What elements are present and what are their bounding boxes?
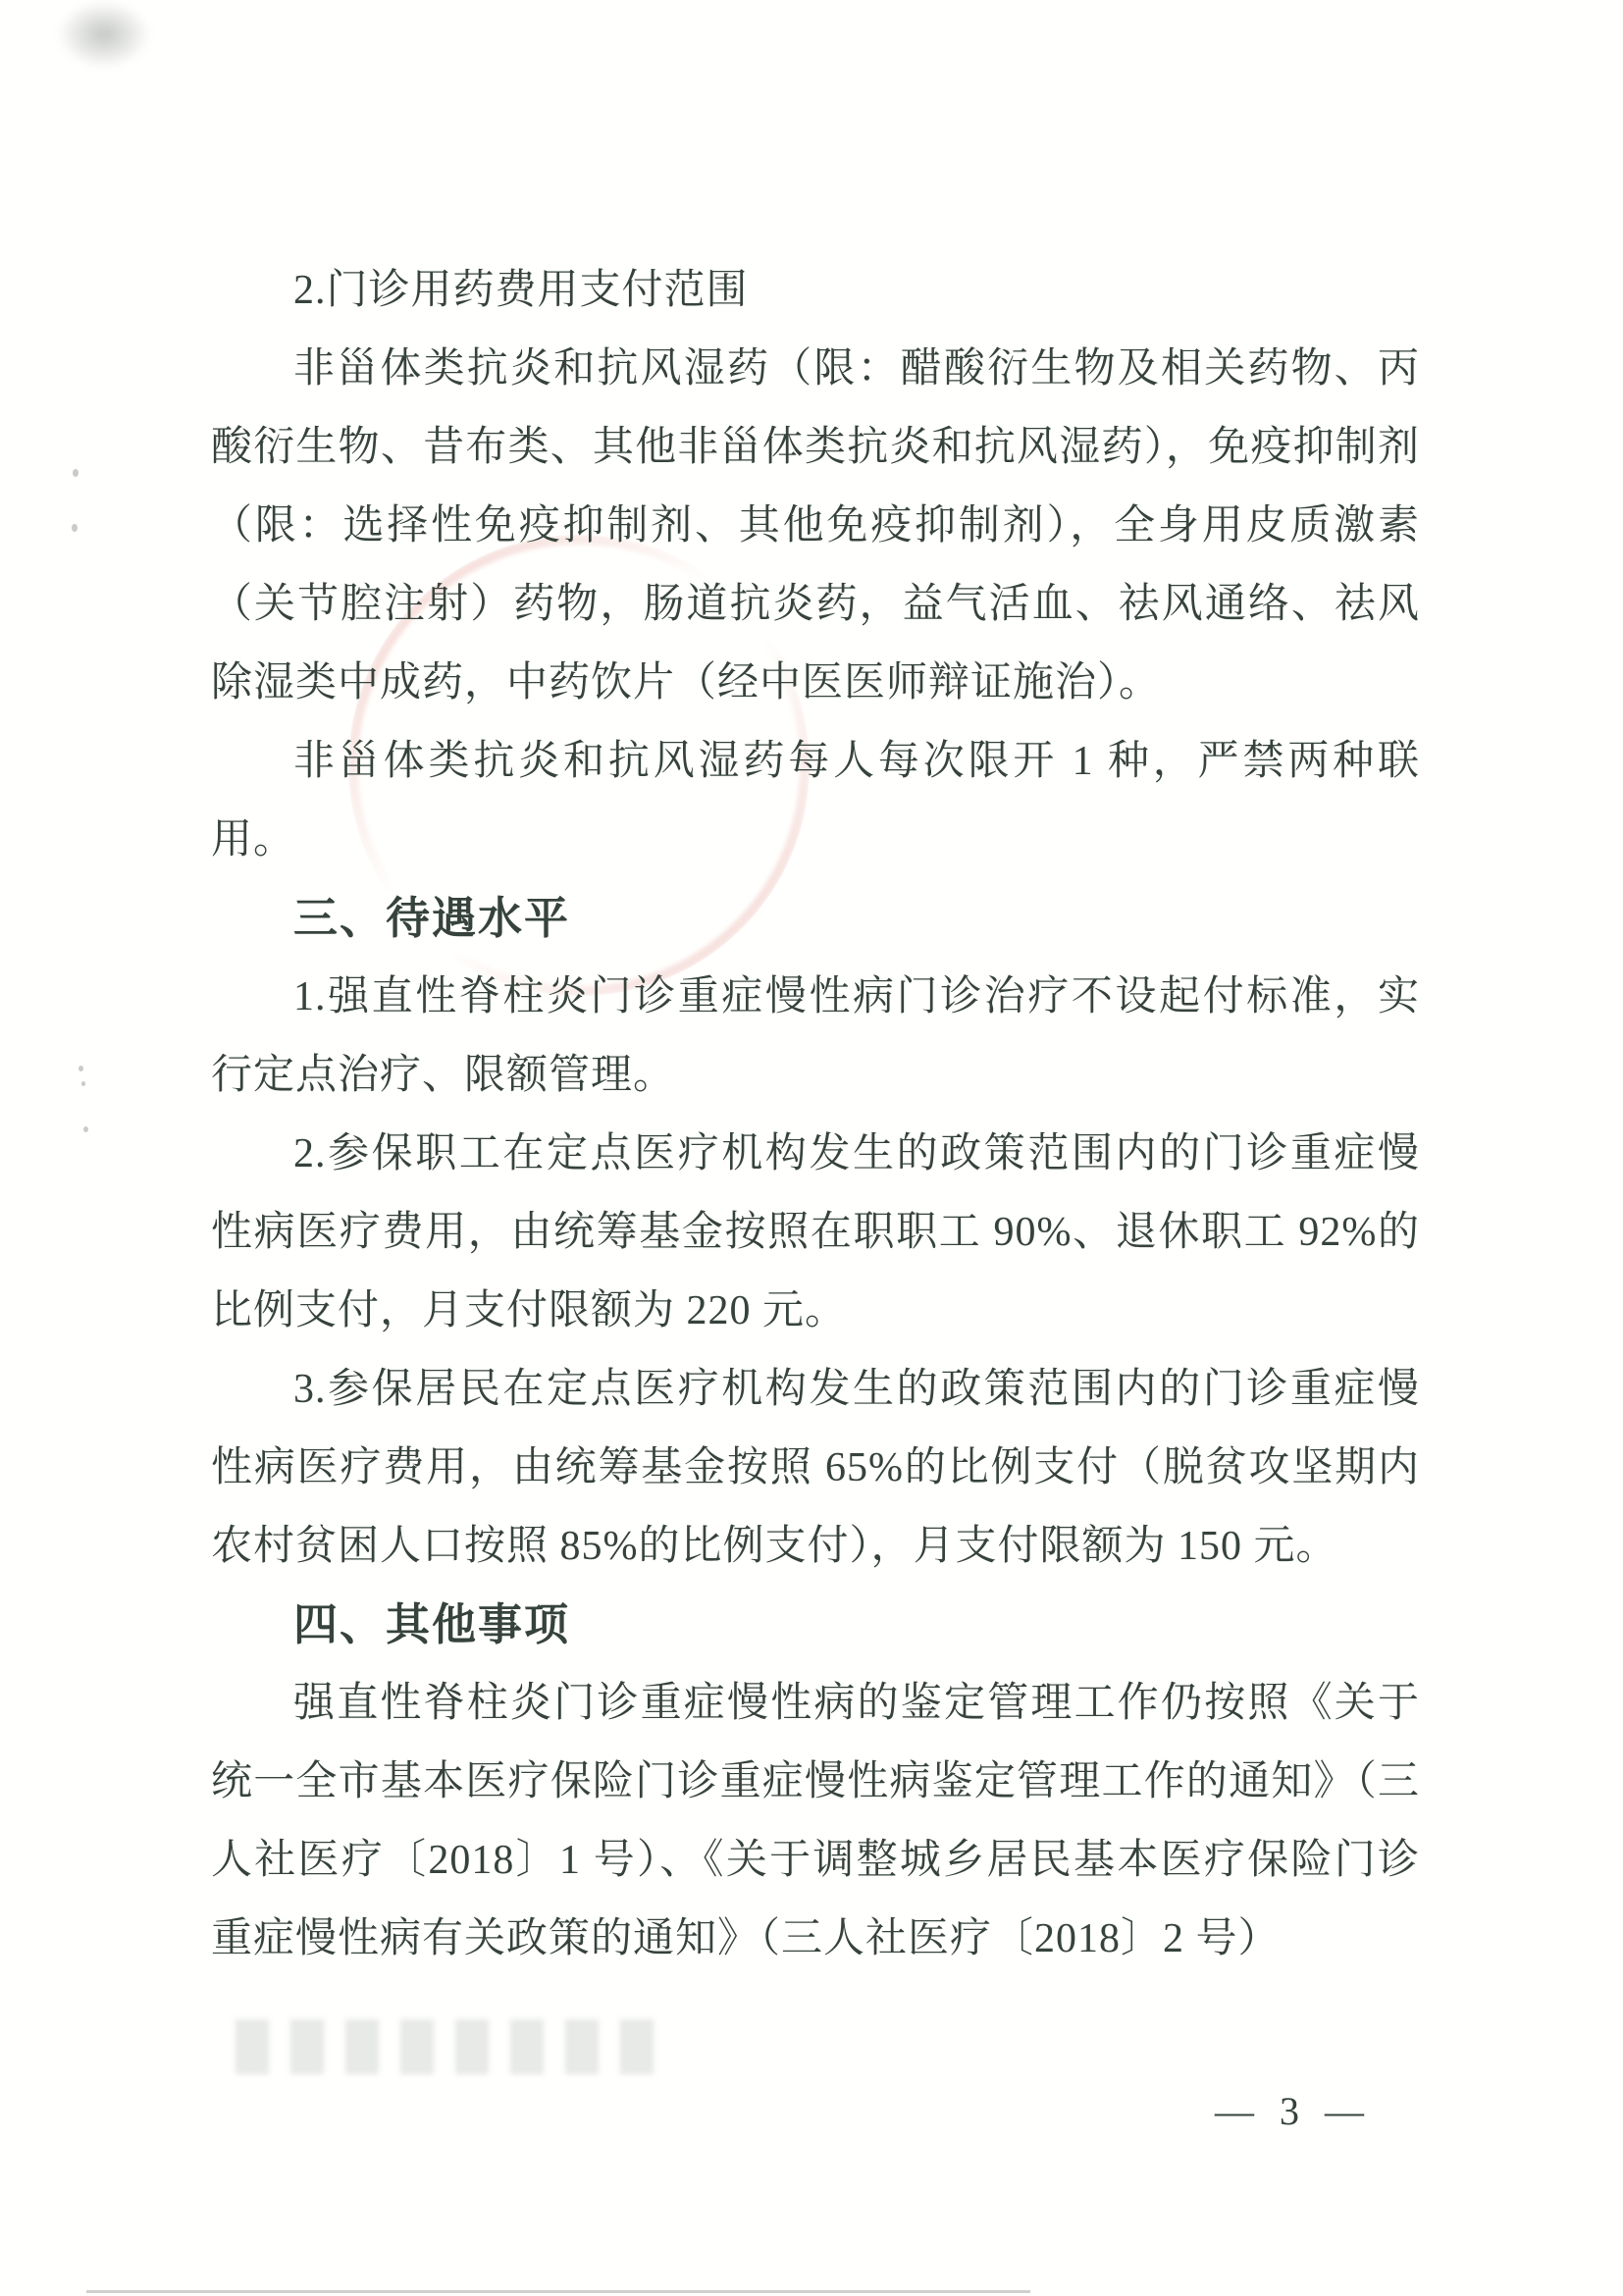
paragraph-resident-reimbursement: 3.参保居民在定点医疗机构发生的政策范围内的门诊重症慢性病医疗费用，由统筹基金按照 65%的比例支付（脱贫攻坚期内农村贫困人口按照 85%的比例支付），月支付限额为 150 元。 [211, 1367, 1420, 1569]
page-number: — 3 — [1215, 2089, 1372, 2133]
scan-smudge [57, 0, 151, 69]
ink-bleedthrough-ghost [236, 2019, 657, 2074]
paragraph-drug-list: 非甾体类抗炎和抗风湿药（限：醋酸衍生物及相关药物、丙酸衍生物、昔布类、其他非甾体类抗炎和抗风湿药），免疫抑制剂（限：选择性免疫抑制剂、其他免疫抑制剂），全身用皮质激素（关节腔注射）药物，肠道抗炎药，益气活血、祛风通络、祛风除湿类中成药，中药饮片（经中医医师辩证施治）。 [211, 346, 1420, 705]
section-heading-benefit-level: 三、待遇水平 [293, 893, 571, 943]
document-body [211, 251, 1420, 1978]
paragraph-prescription-limit: 非甾体类抗炎和抗风湿药每人每次限开 1 种，严禁两种联用。 [211, 739, 1420, 862]
scan-edge-line [86, 2290, 1030, 2293]
section-heading-other-matters: 四、其他事项 [293, 1599, 571, 1649]
paragraph-assessment-management: 强直性脊柱炎门诊重症慢性病的鉴定管理工作仍按照《关于统一全市基本医疗保险门诊重症慢性病鉴定管理工作的通知》（三人社医疗〔2018〕1 号）、《关于调整城乡居民基本医疗保险门诊重症慢性病有关政策的通知》（三人社医疗〔2018〕2 号） [211, 1681, 1420, 1961]
scan-speck [72, 524, 78, 532]
scan-speck [73, 469, 79, 477]
scan-speck [81, 1081, 85, 1086]
paragraph-no-deductible: 1.强直性脊柱炎门诊重症慢性病门诊治疗不设起付标准，实行定点治疗、限额管理。 [211, 974, 1420, 1098]
paragraph-outpatient-drug-scope-title: 2.门诊用药费用支付范围 [293, 268, 749, 313]
scan-speck [79, 1066, 83, 1071]
scan-speck [83, 1126, 88, 1132]
paragraph-employee-reimbursement: 2.参保职工在定点医疗机构发生的政策范围内的门诊重症慢性病医疗费用，由统筹基金按照在职职工 90%、退休职工 92%的比例支付，月支付限额为 220 元。 [211, 1131, 1420, 1333]
